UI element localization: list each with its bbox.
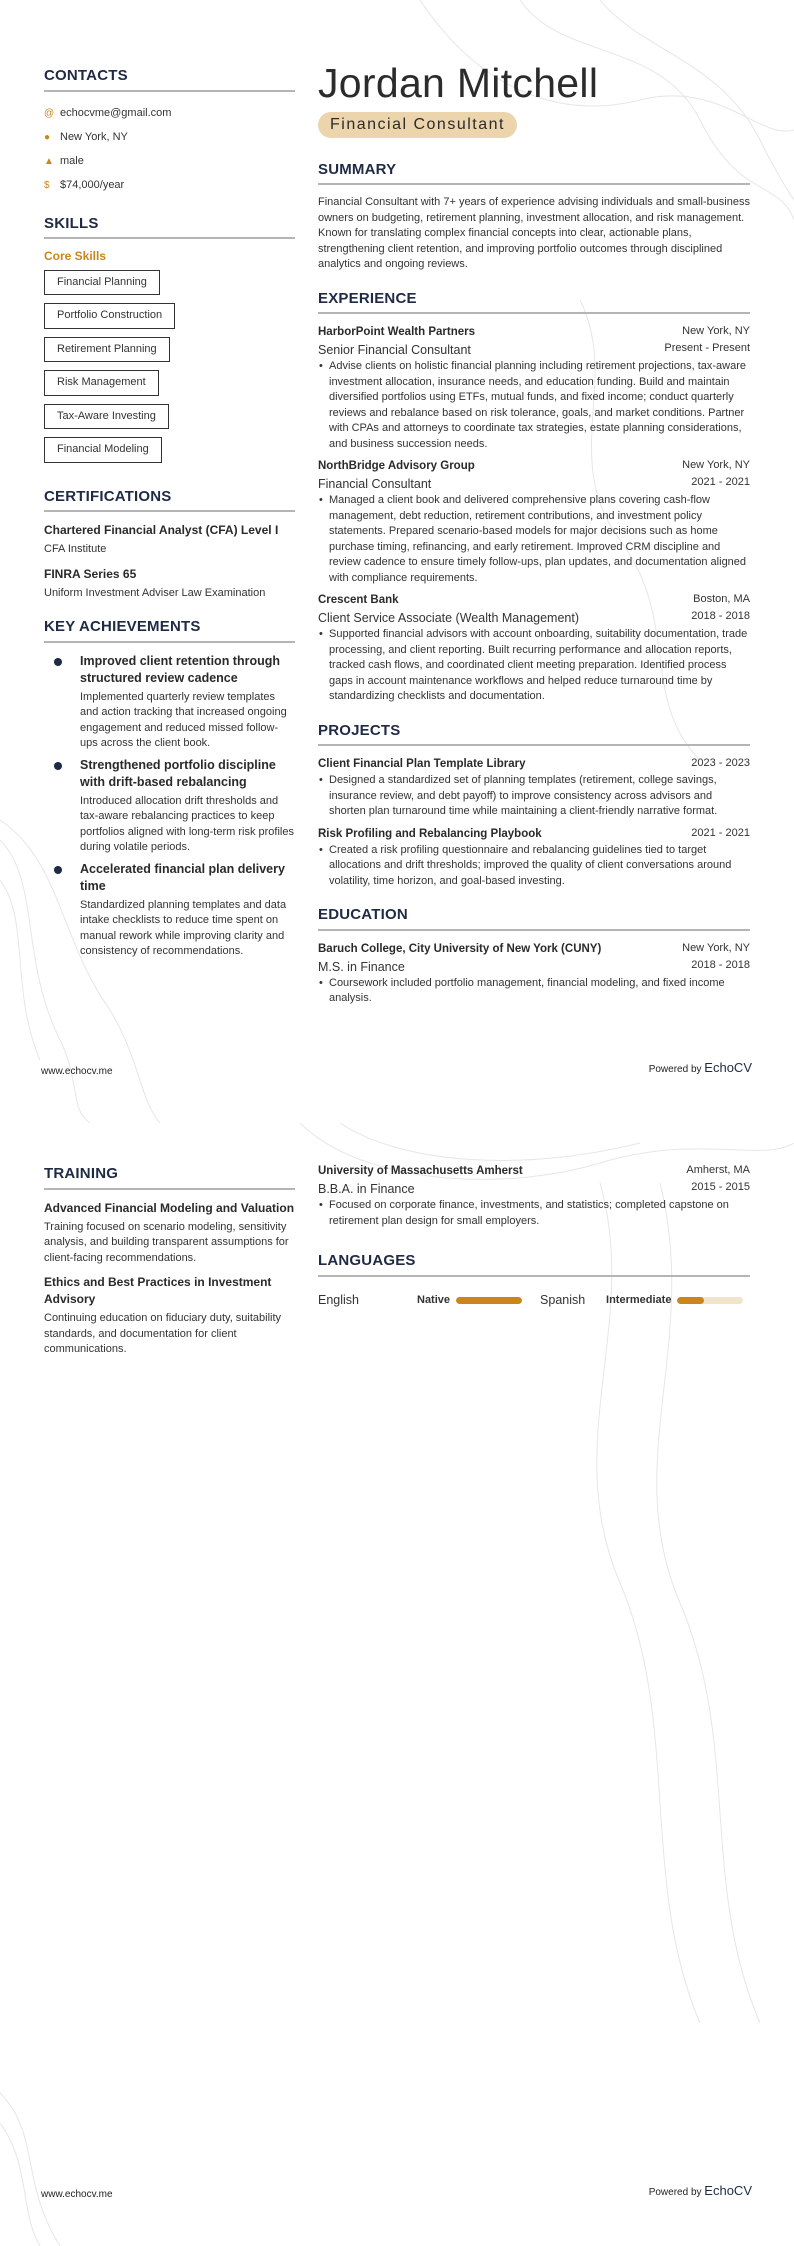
training-desc: Continuing education on fiduciary duty, suitability standards, and documentation for client communications. <box>44 1312 282 1355</box>
footer-site-link[interactable]: www.echocv.me <box>41 1066 113 1077</box>
skill-tag: Retirement Planning <box>44 337 170 363</box>
skill-tag: Portfolio Construction <box>44 303 175 329</box>
job-location: New York, NY <box>682 325 750 337</box>
skills-heading: SKILLS <box>44 216 295 240</box>
project-bullet: • Created a risk profiling questionnaire and rebalancing guidelines tied to target allocations and drift thresholds; improved the quality of client conversations around volatility, time horizon, and goal-based investing. <box>318 843 750 890</box>
education-bullet: • Focused on corporate finance, investments, and statistics; completed capstone on retirement plan design for small employers. <box>318 1198 750 1229</box>
certifications-heading: CERTIFICATIONS <box>44 489 295 513</box>
contact-gender <box>44 150 295 174</box>
person-icon: ▲ <box>44 155 54 167</box>
achievement-item <box>44 861 295 960</box>
resume-page-2 <box>0 1123 794 2246</box>
certification-issuer: CFA Institute <box>44 543 107 555</box>
language-level: Native <box>417 1293 451 1306</box>
languages-heading: LANGUAGES <box>318 1253 750 1277</box>
summary-section <box>318 162 750 273</box>
training-heading: TRAINING <box>44 1166 295 1190</box>
education-item <box>318 1163 750 1229</box>
job-dates: 2018 - 2018 <box>691 610 750 622</box>
at-icon: @ <box>44 107 55 119</box>
skills-group-label: Core Skills <box>44 249 107 263</box>
project-title: Risk Profiling and Rebalancing Playbook <box>318 827 542 840</box>
education-item <box>318 941 750 1007</box>
certification-issuer: Uniform Investment Adviser Law Examination <box>44 586 266 599</box>
bullet-icon <box>54 762 62 770</box>
summary-heading: SUMMARY <box>318 162 750 186</box>
job-bullet: • Supported financial advisors with account onboarding, suitability documentation, trade processing, and client reporting. Built recurring performance and allocation reports, tracked cash flows, and coordinated client meeting preparation. Identified process gaps in account maintenance workflows and helped reduce turnaround time by standardizing checklists and documentation. <box>318 627 750 705</box>
experience-item <box>318 592 750 705</box>
degree: M.S. in Finance <box>318 959 405 974</box>
language-proficiency-bar <box>677 1297 743 1304</box>
experience-item <box>318 458 750 586</box>
project-item <box>318 826 750 890</box>
project-dates: 2021 - 2021 <box>691 826 750 839</box>
brand-logo: EchoCV <box>704 2183 752 2198</box>
achievement-title: Strengthened portfolio discipline with drift-based rebalancing <box>80 757 276 789</box>
skill-tag: Financial Modeling <box>44 437 162 463</box>
company-name: NorthBridge Advisory Group <box>318 460 475 472</box>
footer-site-link[interactable]: www.echocv.me <box>41 2189 113 2200</box>
job-role: Senior Financial Consultant <box>318 343 471 357</box>
contact-text: New York, NY <box>60 130 128 143</box>
achievements-section <box>44 619 295 960</box>
skill-tag: Tax-Aware Investing <box>44 404 169 430</box>
powered-by-text: Powered by <box>648 2187 702 2198</box>
contact-salary <box>44 174 295 198</box>
job-role: Client Service Associate (Wealth Management) <box>318 611 579 625</box>
education-dates: 2015 - 2015 <box>691 1181 750 1193</box>
project-bullet: • Designed a standardized set of planning templates (retirement, college savings, insurance review, and debt payoff) to improve consistency across advisors and shorten plan turnaround time while maintaining a client-friendly narrative format. <box>318 773 750 820</box>
language-level: Intermediate <box>606 1293 672 1306</box>
school-name: University of Massachusetts Amherst <box>318 1165 523 1177</box>
job-bullet: • Managed a client book and delivered comprehensive plans covering cash-flow management, debt reduction, retirement contributions, and investment policy statements. Prepared scenario-based models for major decisions such as home purchase timing, refinancing, and early retirement. Improved CRM discipline and review cadence to ensure timely follow-ups, plan updates, and documentation aligned with compliance requirements. <box>318 493 750 586</box>
achievement-item <box>44 653 295 752</box>
achievement-desc: Implemented quarterly review templates and action tracking that increased ongoing engagement and reduced missed follow-ups across the client book. <box>80 690 287 749</box>
languages-section <box>318 1253 750 1308</box>
dollar-coin-icon: $ <box>44 179 50 191</box>
projects-heading: PROJECTS <box>318 723 750 747</box>
contact-text: $74,000/year <box>60 178 125 191</box>
powered-by-text: Powered by <box>648 1064 702 1075</box>
brand-logo: EchoCV <box>704 1060 752 1075</box>
experience-section <box>318 291 750 705</box>
job-location: Boston, MA <box>693 593 750 605</box>
job-title-badge: Financial Consultant <box>318 112 517 138</box>
school-location: New York, NY <box>682 941 750 954</box>
education-section <box>318 907 750 1007</box>
summary-text: Financial Consultant with 7+ years of experience advising individuals and small-business owners on budgeting, retirement planning, investment allocation, and risk management. Known for translating complex financial concepts into clear, actionable plans, strengthening client retention, and improving portfolio outcomes through disciplined analytics and ongoing reviews. <box>318 196 750 270</box>
achievement-desc: Standardized planning templates and data intake checklists to reduce time spent on manual rework while improving clarity and consistency of recommendations. <box>80 898 287 957</box>
language-proficiency-bar <box>456 1297 522 1304</box>
skill-tag: Financial Planning <box>44 270 160 296</box>
education-bullet: • Coursework included portfolio management, financial modeling, and fixed income analysis. <box>318 976 750 1007</box>
contact-text: male <box>60 154 84 167</box>
experience-item <box>318 324 750 452</box>
project-dates: 2023 - 2023 <box>691 757 750 769</box>
school-name: Baruch College, City University of New York (CUNY) <box>318 942 602 955</box>
company-name: Crescent Bank <box>318 594 399 606</box>
project-title: Client Financial Plan Template Library <box>318 758 526 770</box>
achievement-desc: Introduced allocation drift thresholds and tax-aware rebalancing practices to keep portfolios aligned with long-term risk profiles during volatile periods. <box>80 794 294 853</box>
location-pin-icon: ● <box>44 131 51 143</box>
candidate-name: Jordan Mitchell <box>318 60 599 106</box>
contacts-section <box>44 68 295 198</box>
achievement-title: Improved client retention through structured review cadence <box>80 653 281 685</box>
school-location: Amherst, MA <box>686 1164 750 1176</box>
skill-tag: Risk Management <box>44 370 159 396</box>
training-desc: Training focused on scenario modeling, sensitivity analysis, and building transparent assumptions for client-facing recommendations. <box>44 1220 289 1264</box>
achievement-item <box>44 757 295 856</box>
job-dates: Present - Present <box>664 342 750 354</box>
footer-powered-by[interactable] <box>649 2183 752 2201</box>
experience-heading: EXPERIENCE <box>318 291 750 315</box>
contact-email[interactable] <box>44 102 295 126</box>
certification-title: Chartered Financial Analyst (CFA) Level I <box>44 523 279 537</box>
job-bullet: • Advise clients on holistic financial planning including retirement projections, tax-aware investment allocation, insurance needs, and education funding. Build and maintain diversified portfolios using ETFs, mutual funds, and fixed income; conduct quarterly reviews and rebalance based on risk tolerance, goals, and market conditions. Partner with CPAs and attorneys to coordinate tax strategies, estate planning considerations, and business succession needs. <box>318 359 750 452</box>
contact-location <box>44 126 295 150</box>
project-item <box>318 756 750 820</box>
bullet-icon <box>54 866 62 874</box>
training-title: Ethics and Best Practices in Investment Advisory <box>44 1275 272 1306</box>
degree: B.B.A. in Finance <box>318 1182 415 1196</box>
contact-text: echocvme@gmail.com <box>60 106 172 119</box>
bullet-icon <box>54 658 62 666</box>
projects-section <box>318 723 750 890</box>
company-name: HarborPoint Wealth Partners <box>318 326 475 338</box>
education-heading: EDUCATION <box>318 907 750 931</box>
job-dates: 2021 - 2021 <box>691 476 750 488</box>
language-name: English <box>318 1292 359 1307</box>
job-role: Financial Consultant <box>318 477 432 491</box>
language-name: Spanish <box>540 1292 586 1307</box>
education-dates: 2018 - 2018 <box>691 958 750 971</box>
skills-section <box>44 216 295 471</box>
contacts-heading: CONTACTS <box>44 68 295 92</box>
training-section <box>44 1166 295 1358</box>
certification-title: FINRA Series 65 <box>44 566 137 581</box>
achievements-heading: KEY ACHIEVEMENTS <box>44 619 295 643</box>
footer-powered-by[interactable] <box>649 1060 752 1078</box>
certifications-section <box>44 489 295 602</box>
training-title: Advanced Financial Modeling and Valuation <box>44 1200 295 1215</box>
achievement-title: Accelerated financial plan delivery time <box>80 861 285 893</box>
job-location: New York, NY <box>682 459 750 471</box>
